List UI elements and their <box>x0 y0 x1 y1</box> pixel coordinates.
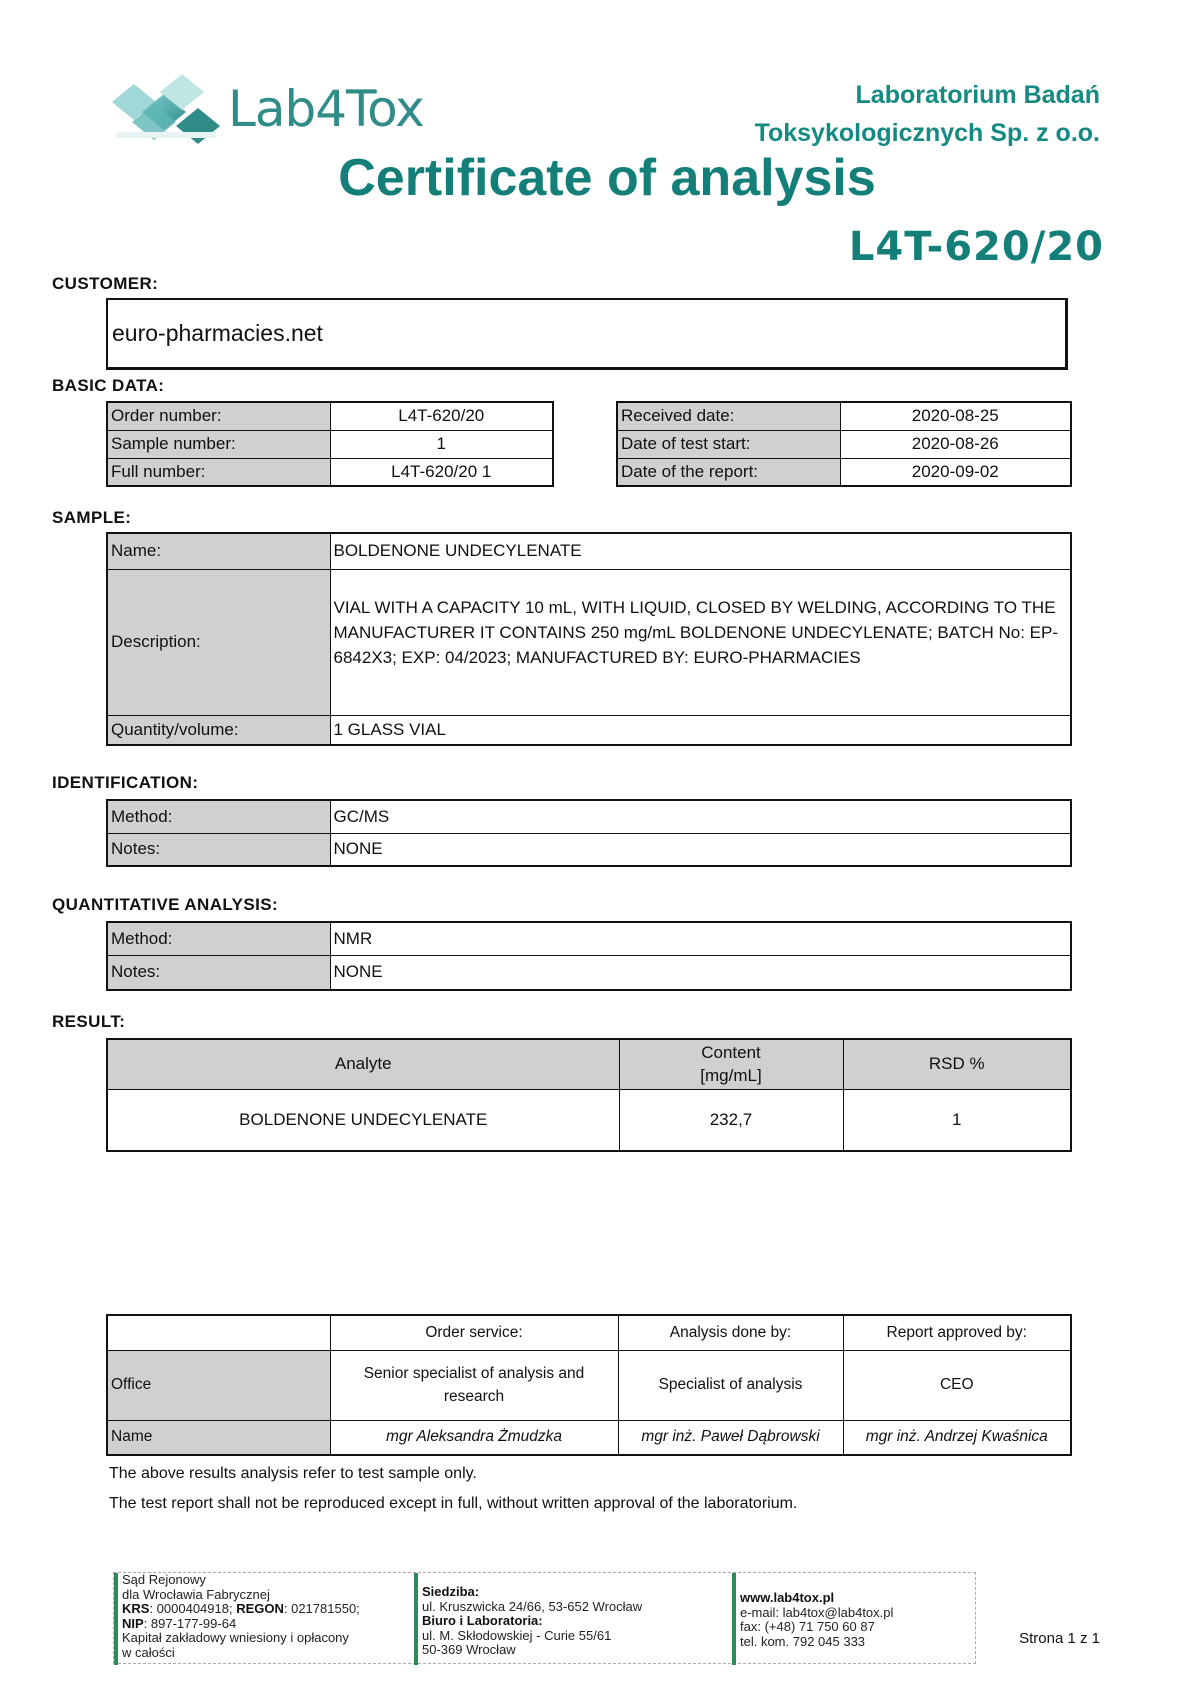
nip-label: NIP <box>122 1615 144 1631</box>
sample-number-value: 1 <box>330 430 553 458</box>
sample-table <box>106 532 1072 746</box>
footer-col-contact <box>740 1591 970 1649</box>
table-row <box>107 533 1071 569</box>
order-number-label: Order number: <box>107 402 330 430</box>
identification-label: IDENTIFICATION: <box>52 773 199 792</box>
fax-number: fax: (+48) 71 750 60 87 <box>740 1619 875 1634</box>
table-row <box>617 430 1071 458</box>
company-line-2: Toksykologicznych Sp. z o.o. <box>754 119 1100 147</box>
full-number-value: L4T-620/20 1 <box>330 458 553 486</box>
phone-number: tel. kom. 792 045 333 <box>740 1633 866 1649</box>
name-order: mgr Aleksandra Żmudzka <box>330 1420 618 1455</box>
sample-description-label: Description: <box>107 569 330 715</box>
footer-col-registry <box>122 1573 392 1660</box>
office-analysis: Specialist of analysis <box>618 1350 843 1420</box>
name-approved: mgr inż. Andrzej Kwaśnica <box>843 1420 1071 1455</box>
footer-krs-regon <box>122 1602 392 1617</box>
quantitative-notes-value: NONE <box>330 955 1071 990</box>
table-row <box>107 569 1071 715</box>
table-row <box>107 800 1071 833</box>
basic-data-right-table <box>616 401 1072 487</box>
result-analyte: BOLDENONE UNDECYLENATE <box>107 1089 619 1151</box>
customer-value: euro-pharmacies.net <box>112 320 323 346</box>
identification-notes-value: NONE <box>330 833 1071 866</box>
sample-label: SAMPLE: <box>52 508 132 527</box>
order-number-value: L4T-620/20 <box>330 402 553 430</box>
footer-bar-1 <box>114 1573 118 1665</box>
footer-col-address <box>422 1585 692 1658</box>
office-order: Senior specialist of analysis and research <box>330 1350 618 1420</box>
footer-capital: Kapitał zakładowy wniesiony i opłacony <box>122 1630 349 1645</box>
certificate-number: L4T-620/20 <box>848 224 1104 270</box>
report-date-value: 2020-09-02 <box>840 458 1071 486</box>
test-start-value: 2020-08-26 <box>840 430 1071 458</box>
content-header <box>619 1039 843 1089</box>
table-row <box>107 1420 1071 1455</box>
footer-court-district: dla Wrocławia Fabrycznej <box>122 1586 270 1602</box>
name-analysis: mgr inż. Paweł Dąbrowski <box>618 1420 843 1455</box>
table-row <box>107 922 1071 955</box>
footer-court: Sąd Rejonowy <box>122 1572 206 1587</box>
note-line-1: The above results analysis refer to test sample only. <box>109 1465 477 1482</box>
table-row <box>107 715 1071 745</box>
table-row <box>617 458 1071 486</box>
footer-nip <box>122 1617 392 1632</box>
email-link[interactable]: e-mail: lab4tox@lab4tox.pl <box>740 1604 894 1620</box>
sample-quantity-label: Quantity/volume: <box>107 715 330 745</box>
table-row <box>107 1350 1071 1420</box>
table-row <box>107 430 553 458</box>
content-header-line-2: [mg/mL] <box>700 1066 762 1086</box>
basic-data-left-table <box>106 401 554 487</box>
table-row <box>107 1039 1071 1089</box>
quantitative-label: QUANTITATIVE ANALYSIS: <box>52 895 279 914</box>
office-approved: CEO <box>843 1350 1071 1420</box>
received-date-label: Received date: <box>617 402 840 430</box>
footer-capital-2: w całości <box>122 1644 175 1660</box>
table-row <box>107 402 553 430</box>
result-label: RESULT: <box>52 1012 126 1031</box>
result-content: 232,7 <box>619 1089 843 1151</box>
signature-table <box>106 1314 1072 1456</box>
result-table <box>106 1038 1072 1152</box>
table-row <box>107 955 1071 990</box>
quantitative-notes-label: Notes: <box>107 955 330 990</box>
result-rsd: 1 <box>843 1089 1071 1151</box>
table-row <box>107 833 1071 866</box>
quantitative-method-label: Method: <box>107 922 330 955</box>
company-line-1: Laboratorium Badań <box>855 81 1100 109</box>
sample-name-label: Name: <box>107 533 330 569</box>
footer-box <box>113 1572 976 1664</box>
identification-notes-label: Notes: <box>107 833 330 866</box>
order-service-header: Order service: <box>330 1315 618 1350</box>
report-date-label: Date of the report: <box>617 458 840 486</box>
footer-bar-3 <box>732 1573 736 1665</box>
biuro-value-1: ul. M. Skłodowskiej - Curie 55/61 <box>422 1627 612 1643</box>
identification-method-label: Method: <box>107 800 330 833</box>
nip-value: : 897-177-99-64 <box>143 1615 237 1631</box>
quantitative-method-value: NMR <box>330 922 1071 955</box>
note-line-2: The test report shall not be reproduced except in full, without written approval of the laboratorium. <box>109 1495 798 1512</box>
siedziba-label: Siedziba: <box>422 1584 480 1599</box>
regon-label: REGON <box>236 1601 284 1616</box>
report-approved-header: Report approved by: <box>843 1315 1071 1350</box>
sample-description-value: VIAL WITH A CAPACITY 10 mL, WITH LIQUID, CLOSED BY WELDING, ACCORDING TO THE MANUFACTURER IT CONTAINS 250 mg/mL BOLDENONE UNDECYLENATE; BATCH No: EP-6842X3; EXP: 04/2023; MANUFACTURED BY: EURO-PHARMACIES <box>330 569 1071 715</box>
table-row <box>107 1315 1071 1350</box>
website-link[interactable]: www.lab4tox.pl <box>740 1590 835 1605</box>
footer-bar-2 <box>414 1573 418 1665</box>
sample-number-label: Sample number: <box>107 430 330 458</box>
identification-table <box>106 799 1072 867</box>
customer-box <box>106 298 1068 370</box>
table-row <box>617 402 1071 430</box>
company-name <box>755 76 1100 152</box>
quantitative-table <box>106 921 1072 991</box>
analysis-done-header: Analysis done by: <box>618 1315 843 1350</box>
signature-corner-cell <box>107 1315 330 1350</box>
biuro-value-2: 50-369 Wrocław <box>422 1642 516 1657</box>
identification-method-value: GC/MS <box>330 800 1071 833</box>
test-start-label: Date of test start: <box>617 430 840 458</box>
basic-data-label: BASIC DATA: <box>52 376 165 395</box>
logo-wordmark: Lab4Tox <box>228 80 424 138</box>
document-title: Certificate of analysis <box>338 149 876 207</box>
full-number-label: Full number: <box>107 458 330 486</box>
page-number: Strona 1 z 1 <box>1019 1630 1100 1647</box>
regon-value: : 021781550; <box>283 1601 360 1616</box>
office-label: Office <box>107 1350 330 1420</box>
sample-name-value: BOLDENONE UNDECYLENATE <box>330 533 1071 569</box>
krs-value: : 0000404918; <box>149 1601 237 1616</box>
krs-label: KRS <box>122 1601 150 1616</box>
analyte-header: Analyte <box>107 1039 619 1089</box>
customer-label: CUSTOMER: <box>52 274 159 293</box>
content-header-line-1: Content <box>701 1043 761 1063</box>
name-label: Name <box>107 1420 330 1455</box>
siedziba-value: ul. Kruszwicka 24/66, 53-652 Wrocław <box>422 1598 643 1614</box>
rsd-header: RSD % <box>843 1039 1071 1089</box>
table-row <box>107 1089 1071 1151</box>
table-row <box>107 458 553 486</box>
biuro-label: Biuro i Laboratoria: <box>422 1613 543 1628</box>
received-date-value: 2020-08-25 <box>840 402 1071 430</box>
sample-quantity-value: 1 GLASS VIAL <box>330 715 1071 745</box>
